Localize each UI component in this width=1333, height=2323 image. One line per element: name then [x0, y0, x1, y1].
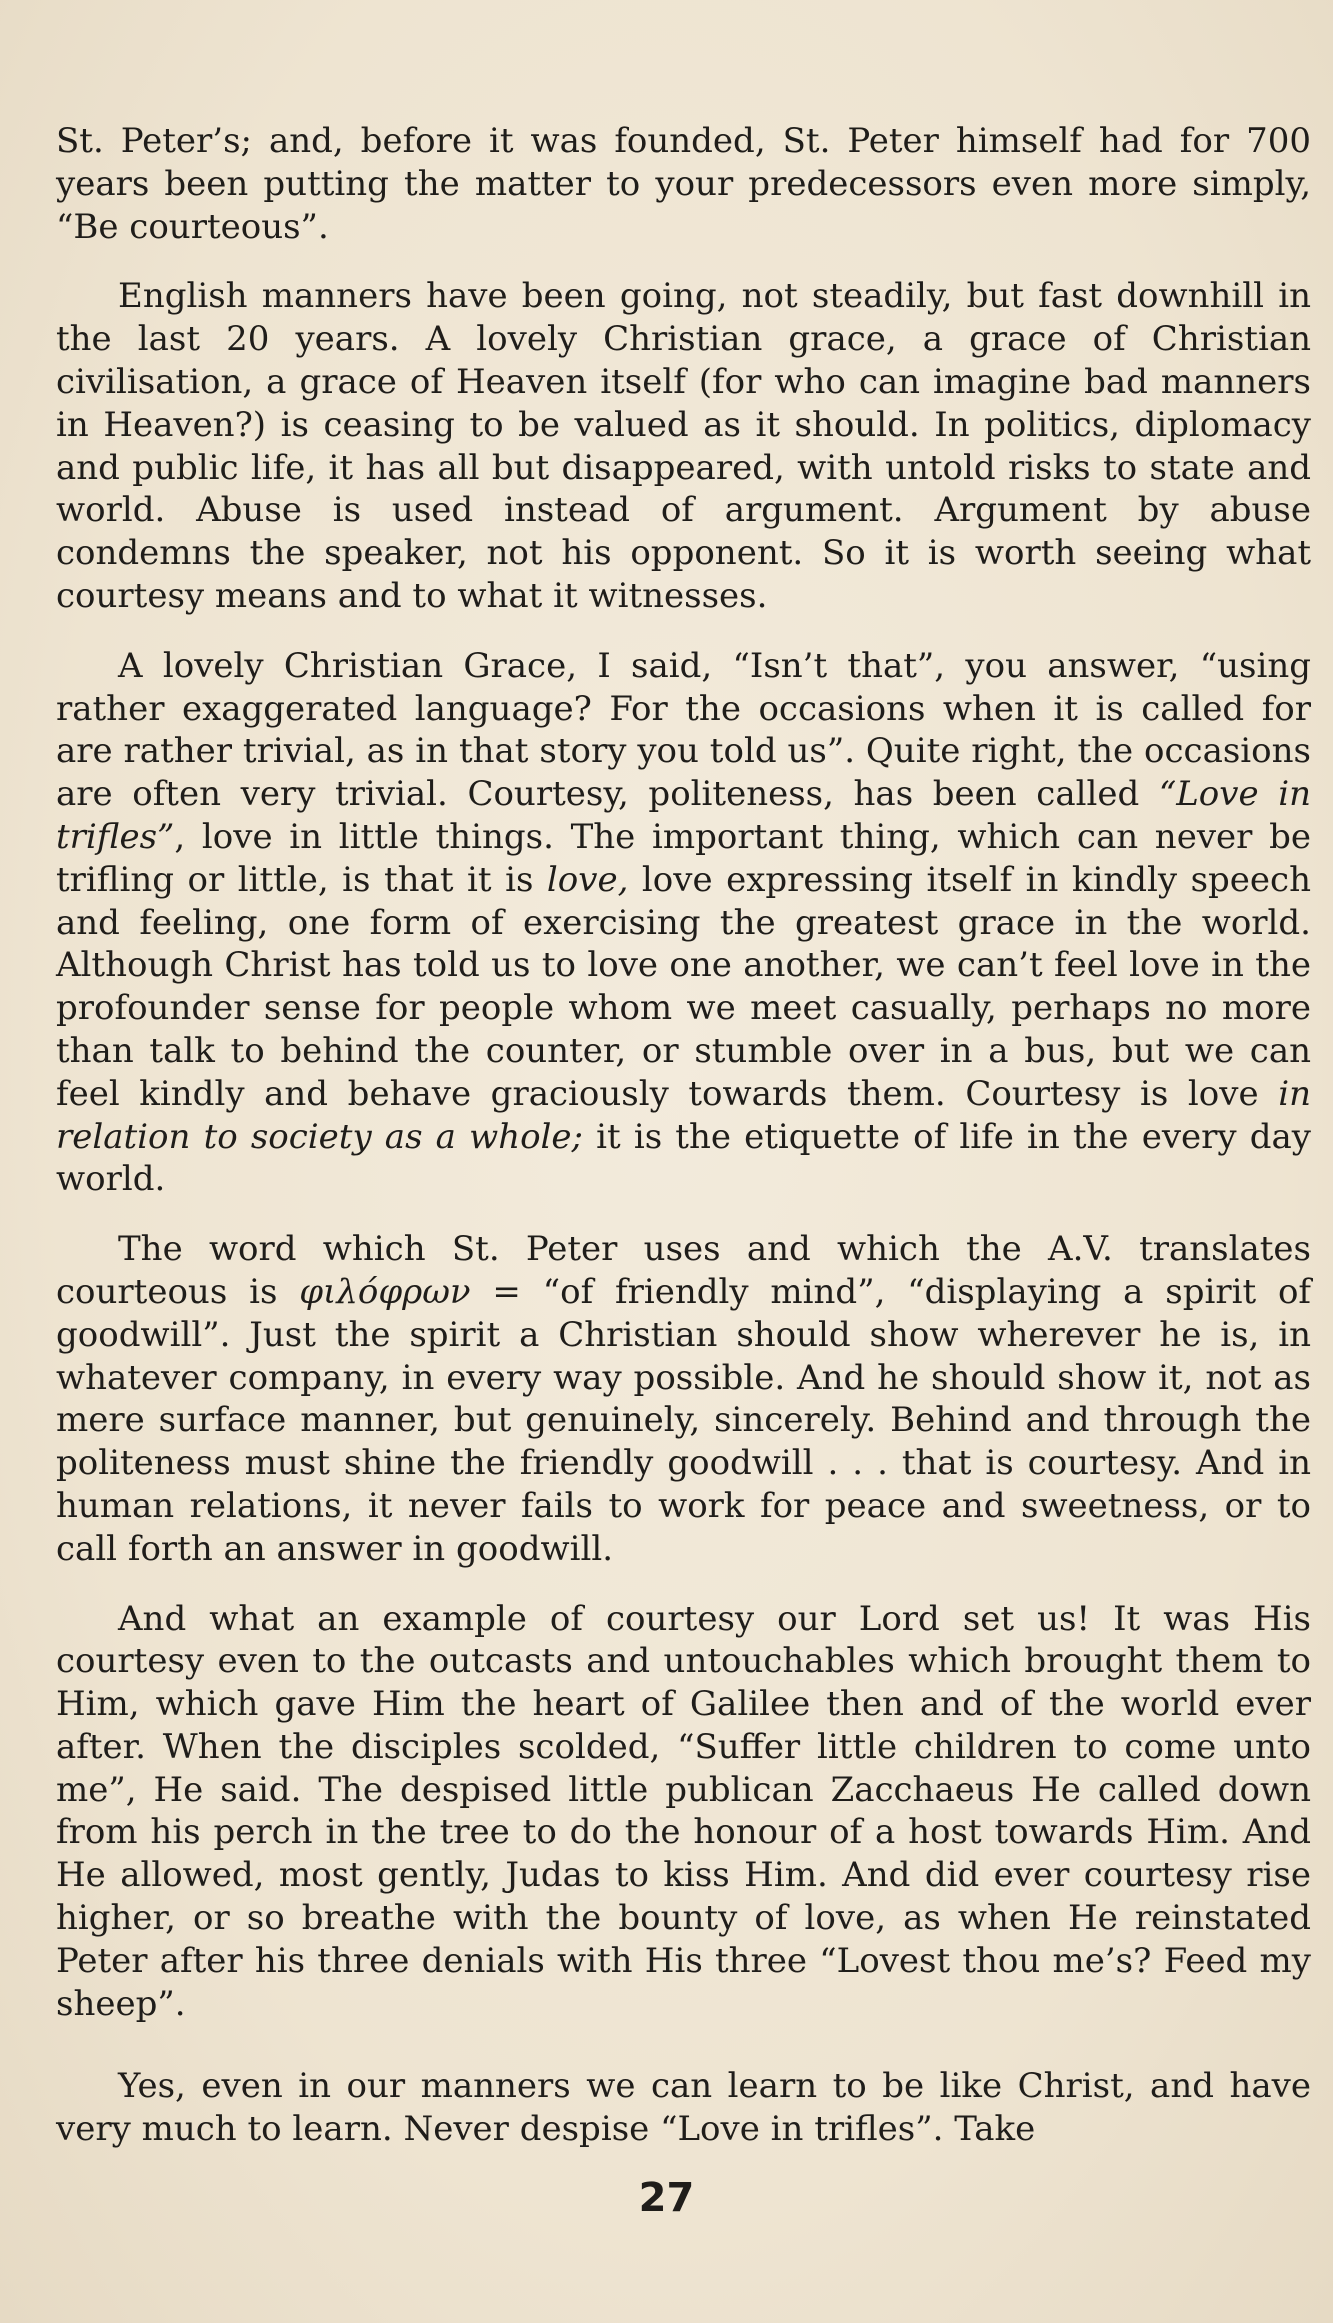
paragraph-3	[56, 645, 1311, 1201]
paragraph-4	[56, 1228, 1311, 1570]
paragraph-2: English manners have been going, not steadily, but fast downhill in the last 20 years. A lovely Christian grace, a grace of Christian civilisation, a grace of Heaven itself (for who can imagine bad manners in Heaven?) is ceasing to be valued as it should. In politics, diplomacy and public life, it has all but disappeared, with untold risks to state and world. Abuse is used instead of argument. Argument by abuse condemns the speaker, not his opponent. So it is worth seeing what courtesy means and to what it witnesses.	[56, 276, 1311, 616]
paragraph-3-text: A lovely Christian Grace, I said, “Isn’t that”, you answer, “using rather exaggerated language? For the occasions when it is called for are rather trivial, as in that story you told us”. Quite right, the occasions are often very trivial. Courtesy, politeness, has been called	[56, 645, 1311, 815]
emphasis-love: love,	[546, 859, 629, 900]
paragraph-4-text: = “of friendly mind”, “displaying a spirit of goodwill”. Just the spirit a Christian should show wherever he is, in whatever company, in every way possible. And he should show it, not as mere surface manner, but genuinely, sincerely. Behind and through the politeness must shine the friendly goodwill . . . that is courtesy. And in human relations, it never fails to work for peace and sweetness, or to call forth an answer in goodwill.	[56, 1271, 1312, 1569]
paragraph-6: Yes, even in our manners we can learn to be like Christ, and have very much to learn. Never despise “Love in trifles”. Take	[56, 2066, 1311, 2150]
greek-word: φιλόφρων	[299, 1271, 471, 1312]
paragraph-5: And what an example of courtesy our Lord set us! It was His courtesy even to the outcasts and untouchables which brought them to Him, which gave Him the heart of Galilee then and of the world ever after. When the disciples scolded, “Suffer little children to come unto me”, He said. The despised little publican Zacchaeus He called down from his perch in the tree to do the honour of a host towards Him. And He allowed, most gently, Judas to kiss Him. And did ever courtesy rise higher, or so breathe with the bounty of love, as when He reinstated Peter after his three denials with His three “Lovest thou me’s? Feed my sheep”.	[56, 1598, 1311, 2024]
page-number: 27	[638, 2175, 695, 2221]
body-text	[56, 120, 1311, 2178]
paragraph-3-text: it is the etiquette of life in the every day world.	[56, 1116, 1311, 1200]
paragraph-3-text: love expressing itself in kindly speech and feeling, one form of exercising the greatest grace in the world. Although Christ has told us to love one another, we can’t feel love in the profounder sense for people whom we meet casually, perhaps no more than talk to behind the counter, or stumble over in a bus, but we can feel kindly and behave graciously towards them. Courtesy is love	[56, 859, 1311, 1114]
paragraph-4-text: The word which St. Peter uses and which the A.V. translates courteous is	[56, 1229, 1311, 1312]
emphasis-in-relation-to-society: in relation to society as a whole;	[56, 1073, 1311, 1157]
paragraph-1: St. Peter’s; and, before it was founded, St. Peter himself had for 700 years been putting the matter to your predecessors even more simply, “Be courteous”.	[56, 121, 1311, 247]
emphasis-love-in-trifles: “Love in trifles”	[56, 774, 1311, 857]
paragraph-3-text: , love in little things. The important thing, which can never be trifling or little, is that it is	[56, 816, 1311, 900]
